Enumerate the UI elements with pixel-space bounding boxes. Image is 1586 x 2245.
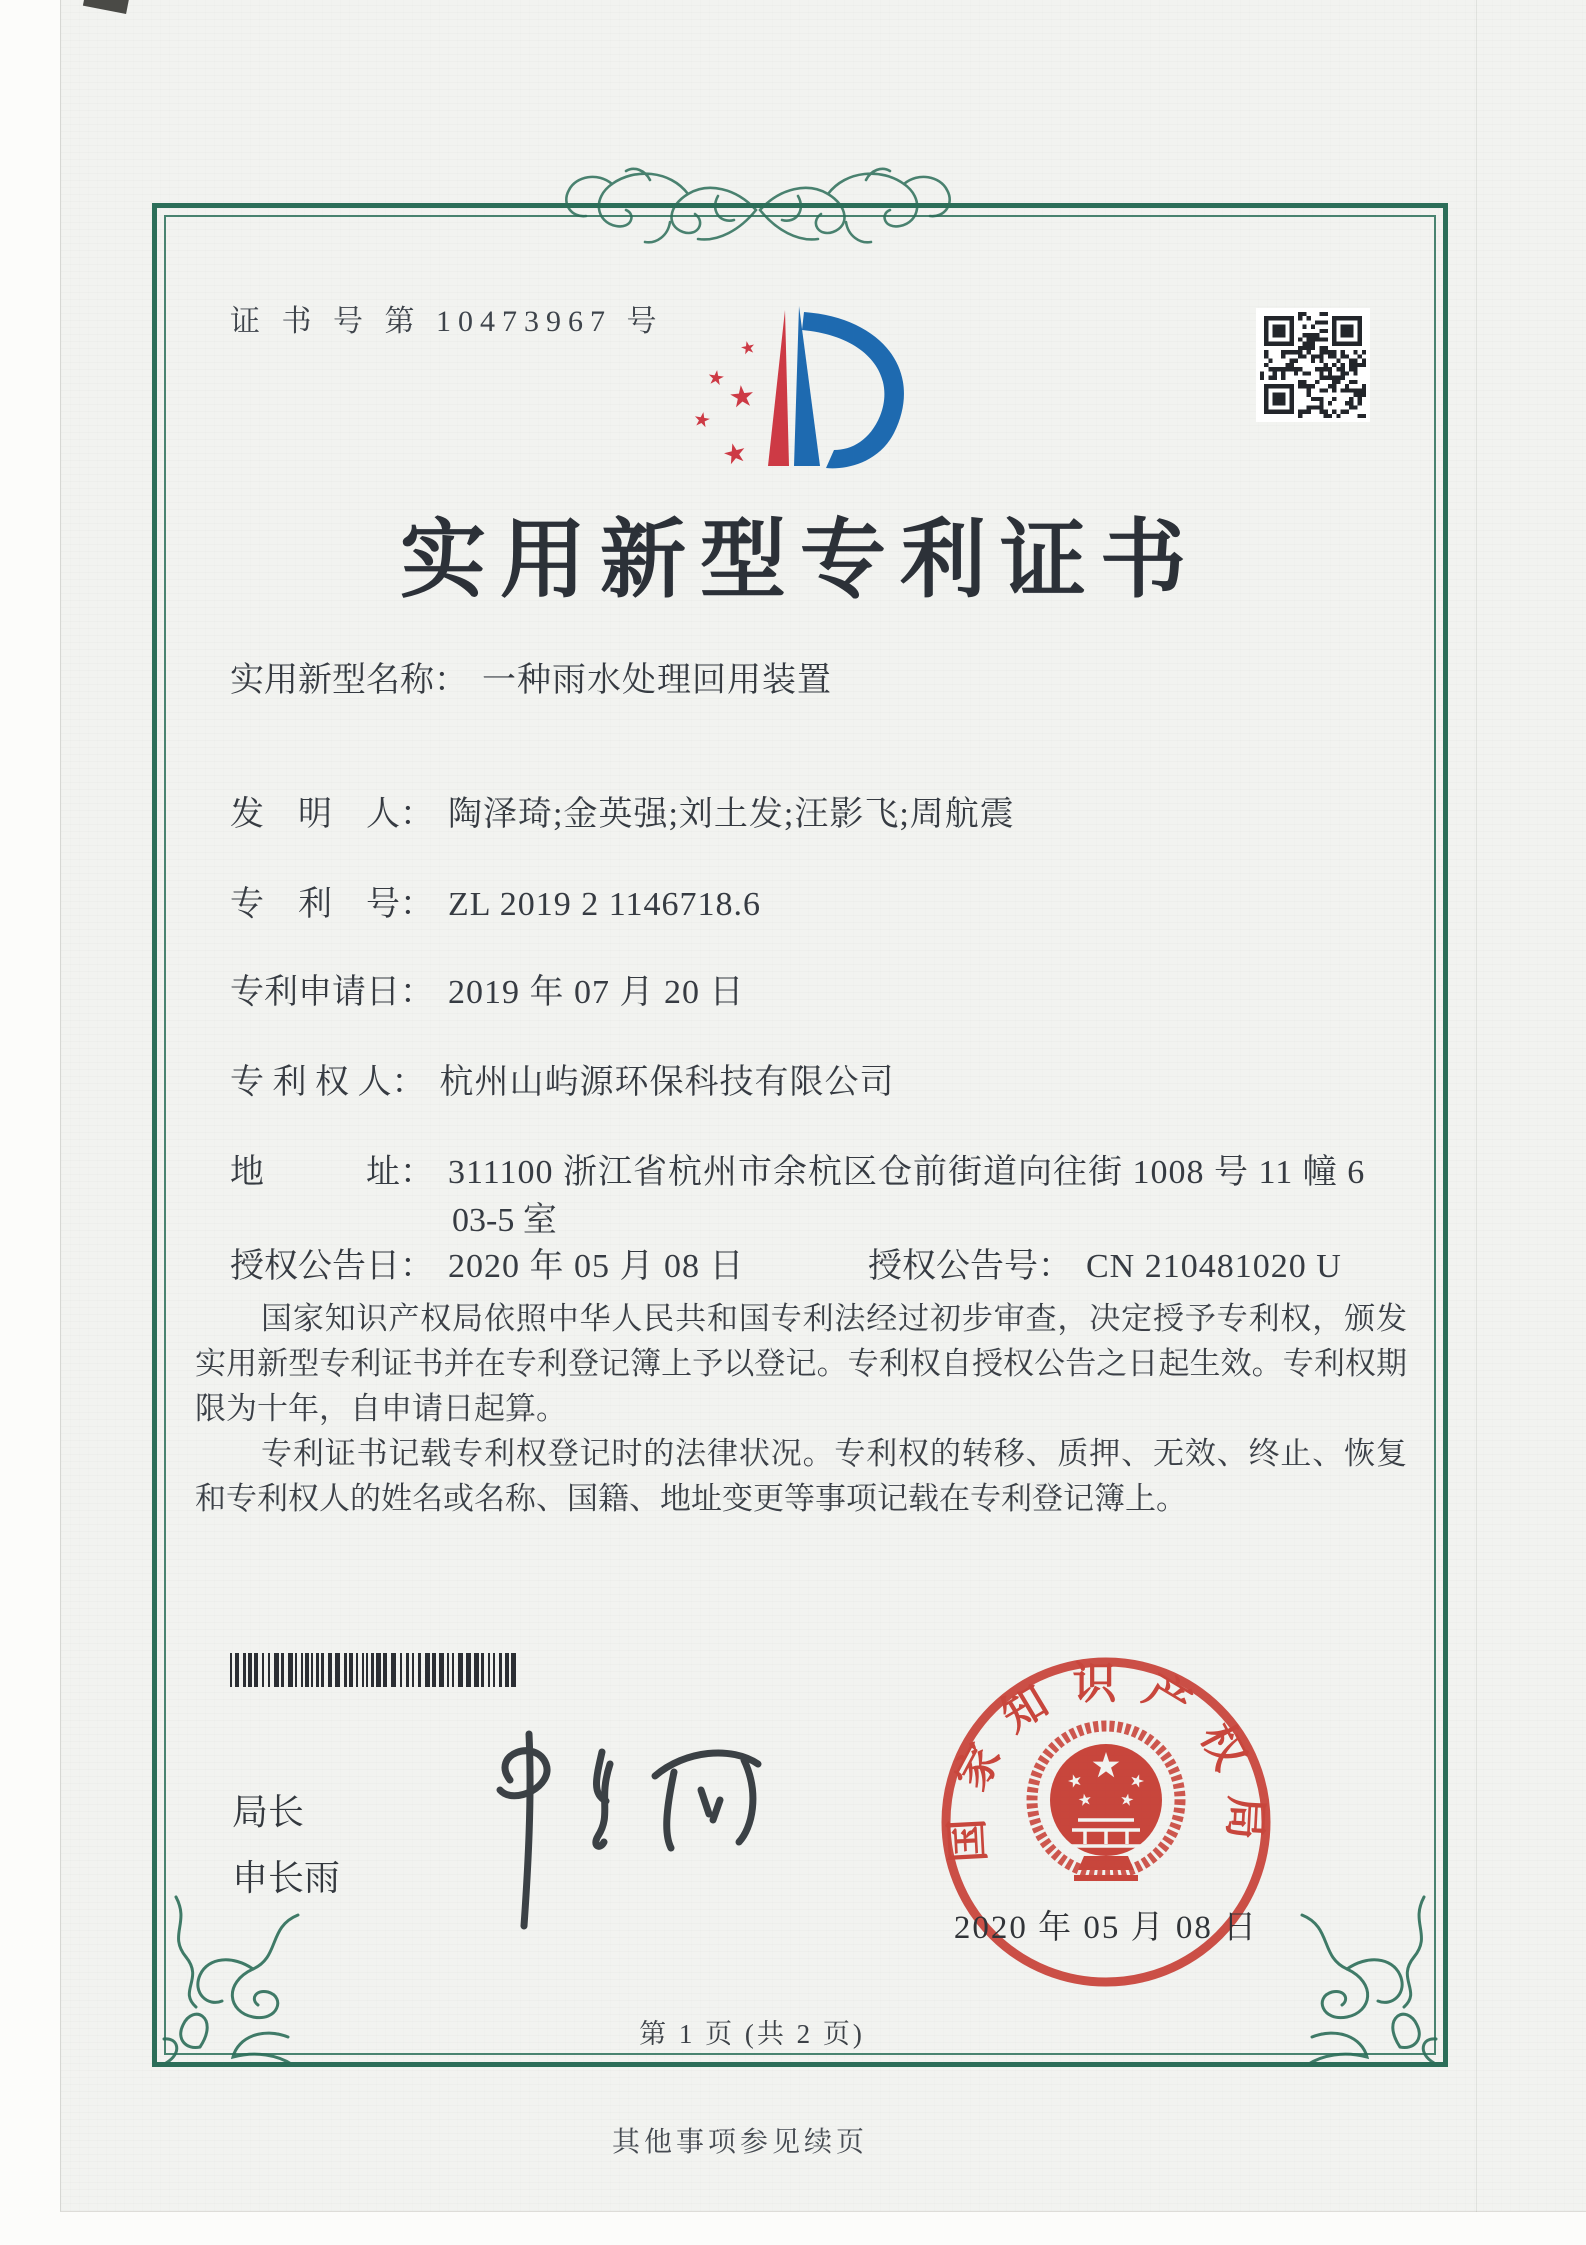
patent-title: 实用新型专利证书 — [400, 512, 1200, 608]
field-label: 地 址： — [230, 1154, 434, 1191]
field-label: 实用新型名称： — [230, 662, 468, 699]
national-emblem-icon — [1032, 1726, 1180, 1878]
page-number: 第 1 页 (共 2 页) — [639, 2019, 865, 2049]
field-patentee — [230, 1054, 895, 1103]
official-seal — [934, 1650, 1279, 2016]
director-label: 局长 — [232, 1791, 305, 1832]
field-address-line2: 03-5 室 — [452, 1202, 557, 1239]
field-inventors — [230, 786, 1015, 835]
field-grant-number — [868, 1238, 1342, 1287]
director-name: 申长雨 — [232, 1857, 341, 1898]
field-value: 陶泽琦;金英强;刘土发;汪影飞;周航震 — [448, 796, 1015, 833]
barcode — [230, 1653, 580, 1687]
certificate-number: 证 书 号 第 10473967 号 — [230, 305, 664, 338]
field-value: ZL 2019 2 1146718.6 — [448, 886, 762, 923]
top-border-ornament — [548, 152, 968, 257]
cnipa-logo — [682, 298, 912, 483]
field-value: 一种雨水处理回用装置 — [482, 662, 832, 699]
field-value: 2020 年 05 月 08 日 — [448, 1248, 745, 1285]
field-value: CN 210481020 U — [1086, 1248, 1342, 1285]
field-value: 2019 年 07 月 20 日 — [448, 974, 745, 1011]
field-label: 专 利 权 人： — [230, 1064, 426, 1101]
field-value: 杭州山屿源环保科技有限公司 — [439, 1064, 895, 1101]
director-signature — [450, 1718, 790, 1958]
field-label: 专 利 号： — [230, 886, 434, 923]
legal-paragraph-2: 专利证书记载专利权登记时的法律状况。专利权的转移、质押、无效、终止、恢复和专利权人的姓名或名称、国籍、地址变更等事项记载在专利登记簿上。 — [195, 1436, 1407, 1516]
seal-date: 2020 年 05 月 08 日 — [953, 1910, 1259, 1946]
continuation-note: 其他事项参见续页 — [611, 2127, 868, 2158]
paper-fold-line — [1476, 0, 1477, 2212]
bottom-right-ornament — [1287, 1895, 1462, 2080]
legal-paragraph-1: 国家知识产权局依照中华人民共和国专利法经过初步审查，决定授予专利权，颁发实用新型专利证书并在专利登记簿上予以登记。专利权自授权公告之日起生效。专利权期限为十年，自申请日起算。 — [195, 1301, 1407, 1426]
bottom-left-ornament — [138, 1895, 313, 2080]
field-address — [230, 1144, 1365, 1193]
qr-code — [1256, 308, 1370, 422]
field-grant-date — [230, 1238, 745, 1287]
seal-arc-text: 国家知识产权局 — [941, 1658, 1271, 1864]
field-label: 专利申请日： — [230, 974, 434, 1011]
legal-text — [195, 1296, 1407, 1521]
field-label: 发 明 人： — [230, 796, 434, 833]
field-label: 授权公告日： — [230, 1248, 434, 1285]
field-value: 311100 浙江省杭州市余杭区仓前街道向往街 1008 号 11 幢 6 — [448, 1154, 1366, 1191]
field-filing-date — [230, 964, 745, 1013]
field-invention-name — [230, 652, 832, 701]
field-patent-number — [230, 876, 761, 925]
field-label: 授权公告号： — [868, 1248, 1072, 1285]
